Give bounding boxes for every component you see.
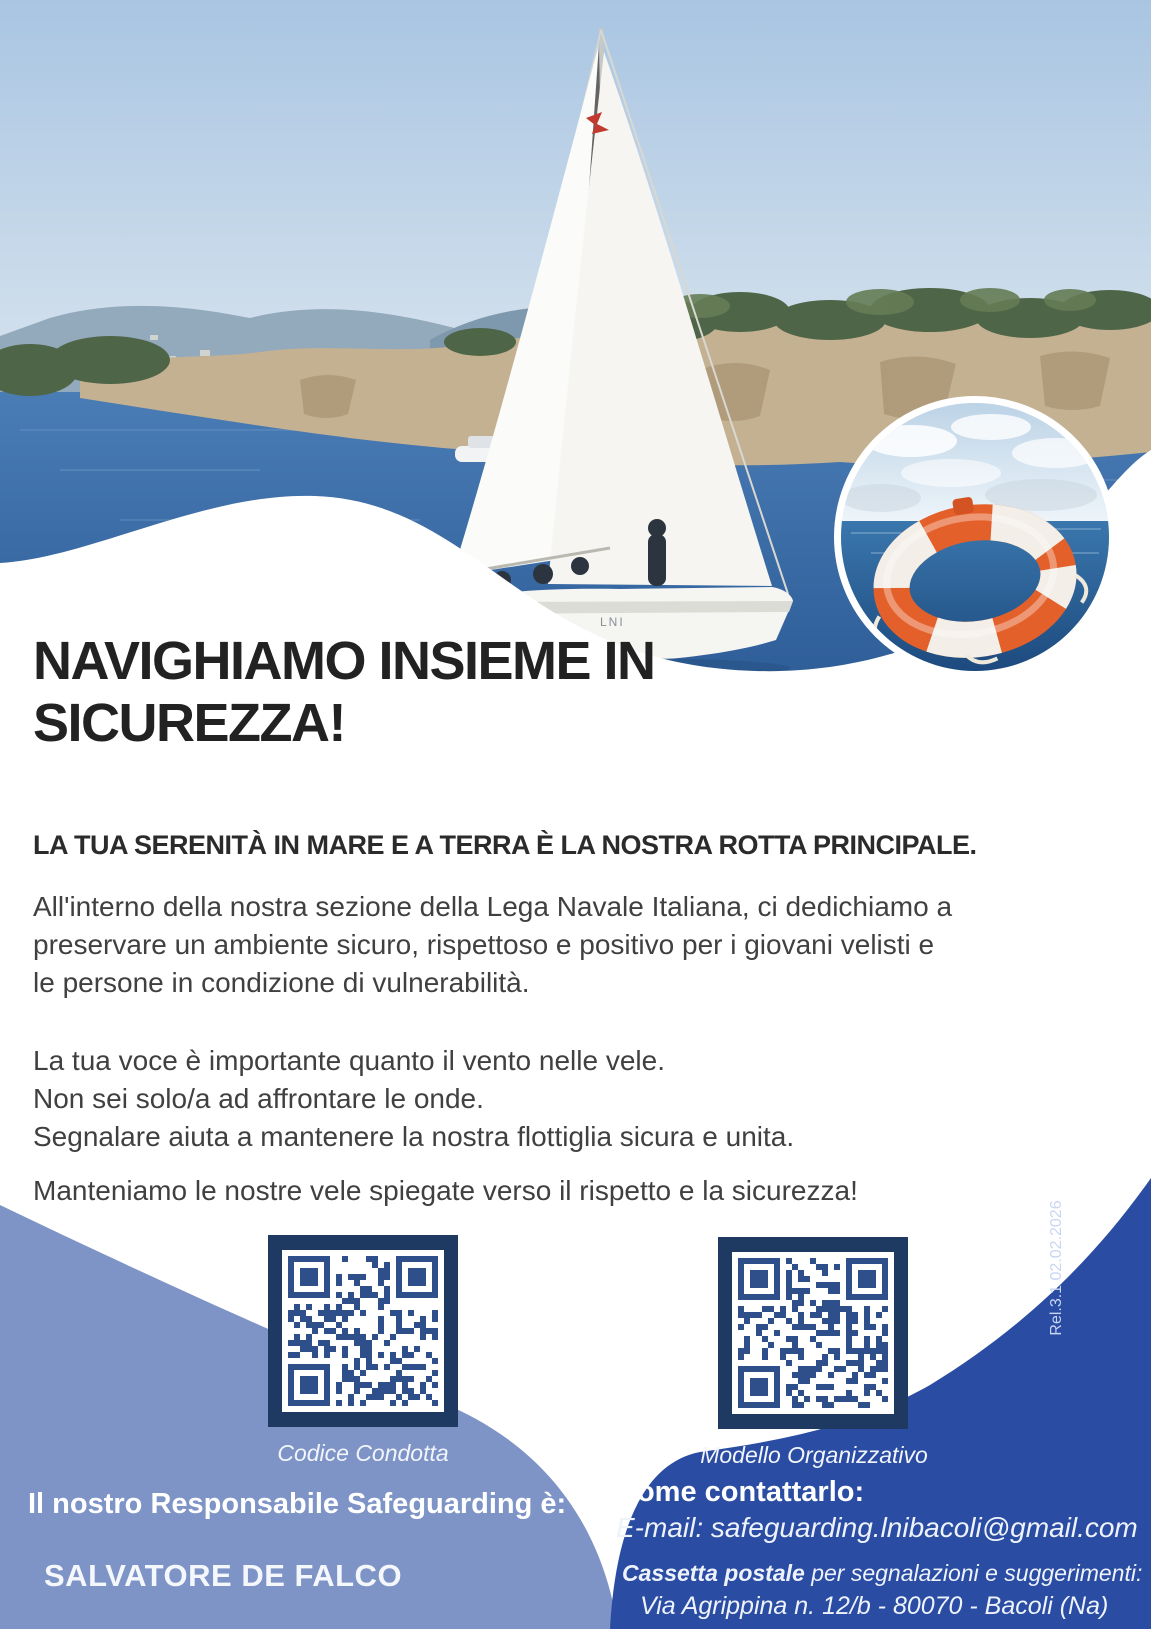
closing-line: Manteniamo le nostre vele spiegate verso il rispetto e la sicurezza! bbox=[33, 1175, 858, 1206]
voice-line-1: La tua voce è importante quanto il vento nelle vele. bbox=[33, 1045, 665, 1076]
title-line-1: NAVIGHIAMO INSIEME IN bbox=[33, 631, 655, 691]
version-label: Rel.3.1 02.02.2026 bbox=[1048, 1200, 1065, 1336]
intro-line-3: le persone in condizione di vulnerabilità. bbox=[33, 967, 530, 998]
voice-paragraph bbox=[33, 1042, 794, 1156]
lifebuoy-photo bbox=[834, 396, 1116, 678]
page-title bbox=[33, 630, 655, 754]
voice-line-3: Segnalare aiuta a mantenere la nostra flottiglia sicura e unita. bbox=[33, 1121, 795, 1152]
qr-code-modello-organizzativo bbox=[718, 1237, 908, 1429]
contact-mailbox bbox=[622, 1560, 1142, 1587]
safeguarding-label: Il nostro Responsabile Safeguarding è: bbox=[28, 1488, 567, 1520]
contact-email: E-mail: safeguarding.lnibacoli@gmail.com bbox=[616, 1512, 1138, 1543]
qr-caption-right: Modello Organizzativo bbox=[700, 1442, 928, 1468]
safeguarding-name: SALVATORE DE FALCO bbox=[44, 1558, 403, 1593]
contact-heading: Come contattarlo: bbox=[616, 1476, 865, 1508]
intro-line-1: All'interno della nostra sezione della Lega Navale Italiana, ci dedichiamo a bbox=[33, 891, 953, 922]
qr-pattern-right bbox=[738, 1258, 888, 1408]
intro-paragraph bbox=[33, 888, 952, 1002]
title-line-2: SICUREZZA! bbox=[33, 693, 345, 753]
voice-line-2: Non sei solo/a ad affrontare le onde. bbox=[33, 1083, 484, 1114]
qr-caption-left: Codice Condotta bbox=[277, 1440, 449, 1466]
contact-mailbox-rest: per segnalazioni e suggerimenti: bbox=[804, 1560, 1143, 1586]
page-subtitle: LA TUA SERENITÀ IN MARE E A TERRA È LA NOSTRA ROTTA PRINCIPALE. bbox=[33, 830, 977, 860]
qr-pattern-left bbox=[288, 1256, 438, 1406]
hull-text: LNI bbox=[600, 615, 625, 629]
contact-address: Via Agrippina n. 12/b - 80070 - Bacoli (Na) bbox=[640, 1592, 1109, 1620]
contact-mailbox-bold: Cassetta postale bbox=[622, 1560, 805, 1586]
intro-line-2: preservare un ambiente sicuro, rispettoso e positivo per i giovani velisti e bbox=[33, 929, 935, 960]
qr-code-codice-condotta bbox=[268, 1235, 458, 1427]
